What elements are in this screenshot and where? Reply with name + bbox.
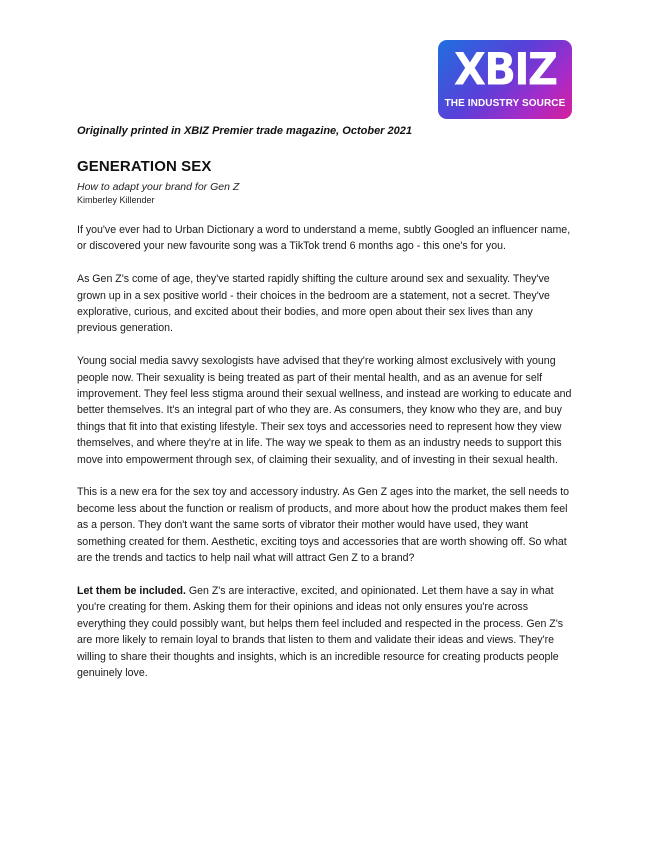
paragraph-lead: Let them be included. xyxy=(77,584,186,597)
paragraph: As Gen Z's come of age, they've started rapidly shifting the culture around sex and sexuality. They've grown up in a sex positive world - their choices in the bedroom are a statement, not a secret. They've explorative, curious, and excited about their bodies, and more open about their sex lives than any previous generation. xyxy=(77,273,550,335)
paragraph-final xyxy=(77,583,575,681)
article-author: Kimberley Killender xyxy=(77,195,155,205)
article-title: GENERATION SEX xyxy=(77,158,212,175)
logo-tagline: THE INDUSTRY SOURCE xyxy=(444,98,566,109)
paragraph: If you've ever had to Urban Dictionary a word to understand a meme, subtly Googled an influencer name, or discovered your new favourite song was a TikTok trend 6 months ago - this one's for you. xyxy=(77,224,571,253)
paragraph: Young social media savvy sexologists have advised that they're working almost exclusively with young people now. Their sexuality is being treated as part of their mental health, and as an avenue for self improvement. They feel less stigma around their sexual wellness, and instead are working to educate and better themselves. It's an integral part of who they are. As consumers, they know who they are, and buy things that fit into that existing lifestyle. Their sex toys and accessories need to represent how they view themselves, and where they're at in life. The way we speak to them as an industry needs to support this move into empowerment through sex, of claiming their sexuality, and of investing in their sexual health. xyxy=(77,355,572,466)
xbiz-logo xyxy=(438,40,572,119)
printed-note: Originally printed in XBIZ Premier trade magazine, October 2021 xyxy=(77,125,412,137)
paragraph-text: Gen Z's are interactive, excited, and opinionated. Let them have a say in what you're creating for them. Asking them for their opinions and ideas not only ensures you're across everything they could possibly want, but helps them feel included and respected in the process. Gen Z's are more likely to remain loyal to brands that listen to them and validate their ideas and views. They're willing to share their thoughts and insights, which is an incredible resource for creating products people genuinely love. xyxy=(77,584,564,679)
logo-wordmark: XBIZ xyxy=(453,43,557,96)
paragraph: This is a new era for the sex toy and accessory industry. As Gen Z ages into the market, the sell needs to become less about the function or realism of products, and more about how the product makes them feel as a person. They don't want the same sorts of vibrator their mother would have used, they want something created for them. Aesthetic, exciting toys and accessories that are worth showing off. So what are the trends and tactics to help nail what will attract Gen Z to a brand? xyxy=(77,486,570,565)
article-body xyxy=(77,222,575,698)
article-subtitle: How to adapt your brand for Gen Z xyxy=(77,181,240,193)
